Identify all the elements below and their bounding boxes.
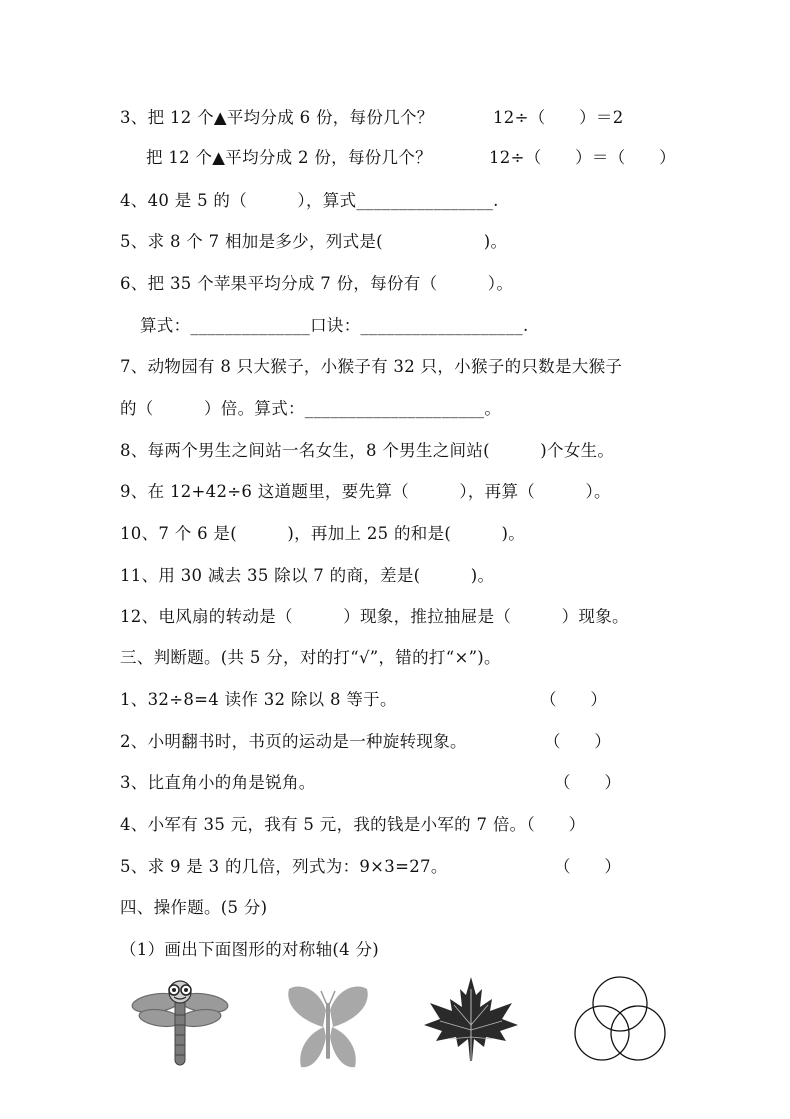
judge-3 xyxy=(0,768,790,798)
judge-2-text: 2、小明翻书时，书页的运动是一种旋转现象。 xyxy=(120,732,467,751)
question-11-text: 11、用 30 减去 35 除以 7 的商，差是( )。 xyxy=(120,566,495,585)
three-circles-icon xyxy=(568,975,672,1067)
judge-3-blank: （ ） xyxy=(554,773,622,792)
question-8-text: 8、每两个男生之间站一名女生，8 个男生之间站( )个女生。 xyxy=(120,441,615,460)
operation-1-text: （1）画出下面图形的对称轴(4 分) xyxy=(120,940,380,959)
question-3-row1 xyxy=(0,103,790,133)
question-9-text: 9、在 12+42÷6 这道题里，要先算（ ），再算（ ）。 xyxy=(120,482,611,501)
dragonfly-icon xyxy=(130,975,230,1070)
question-11 xyxy=(0,561,790,591)
question-5-text: 5、求 8 个 7 相加是多少，列式是( )。 xyxy=(120,232,508,251)
question-3-text-b: 把 12 个▲平均分成 2 份，每份几个？ xyxy=(146,148,432,167)
judge-4-text: 4、小军有 35 元，我有 5 元，我的钱是小军的 7 倍。（ ） xyxy=(120,815,586,834)
question-12-text: 12、电风扇的转动是（ ）现象，推拉抽屉是（ ）现象。 xyxy=(120,607,629,626)
judge-1 xyxy=(0,685,790,715)
question-10-text: 10、7 个 6 是( )，再加上 25 的和是( )。 xyxy=(120,524,526,543)
question-6-answer-text: 算式：______________口诀：___________________. xyxy=(140,316,529,335)
question-3-formula-b: 12÷（ ）＝（ ） xyxy=(489,148,676,167)
question-6 xyxy=(0,269,790,299)
question-8 xyxy=(0,436,790,466)
question-4-text: 4、40 是 5 的（ ），算式________________. xyxy=(120,191,499,210)
question-9 xyxy=(0,477,790,507)
judge-5-text: 5、求 9 是 3 的几倍，列式为：9×3=27。 xyxy=(120,857,448,876)
judge-2-blank: （ ） xyxy=(544,732,612,751)
question-6-text: 6、把 35 个苹果平均分成 7 份，每份有（ ）。 xyxy=(120,274,514,293)
operation-1-heading xyxy=(0,935,790,965)
question-3-row2 xyxy=(0,143,790,173)
question-3-text-a: 3、把 12 个▲平均分成 6 份，每份几个？ xyxy=(120,108,434,127)
question-7-row2 xyxy=(0,394,790,424)
judge-3-text: 3、比直角小的角是锐角。 xyxy=(120,773,316,792)
judge-4 xyxy=(0,810,790,840)
question-6-answer xyxy=(0,311,790,341)
figures-row xyxy=(0,975,790,1075)
question-7-text-a: 7、动物园有 8 只大猴子，小猴子有 32 只，小猴子的只数是大猴子 xyxy=(120,357,623,376)
question-3-formula-a: 12÷（ ）＝2 xyxy=(493,108,624,127)
question-12 xyxy=(0,602,790,632)
maple-leaf-icon xyxy=(420,975,522,1070)
question-7-text-b: 的（ ）倍。算式：_____________________。 xyxy=(120,399,502,418)
section-3-title: 三、判断题。(共 5 分，对的打“√”，错的打“×”)。 xyxy=(120,648,501,667)
judge-5-blank: （ ） xyxy=(554,857,622,876)
section-3-heading xyxy=(0,643,790,673)
question-7-row1 xyxy=(0,352,790,382)
section-4-title: 四、操作题。(5 分) xyxy=(120,898,268,917)
question-4 xyxy=(0,186,790,216)
judge-1-blank: （ ） xyxy=(540,690,608,709)
judge-1-text: 1、32÷8=4 读作 32 除以 8 等于。 xyxy=(120,690,397,709)
section-4-heading xyxy=(0,893,790,923)
question-10 xyxy=(0,519,790,549)
judge-5 xyxy=(0,852,790,882)
judge-2 xyxy=(0,727,790,757)
butterfly-icon xyxy=(283,975,373,1075)
question-5 xyxy=(0,227,790,257)
